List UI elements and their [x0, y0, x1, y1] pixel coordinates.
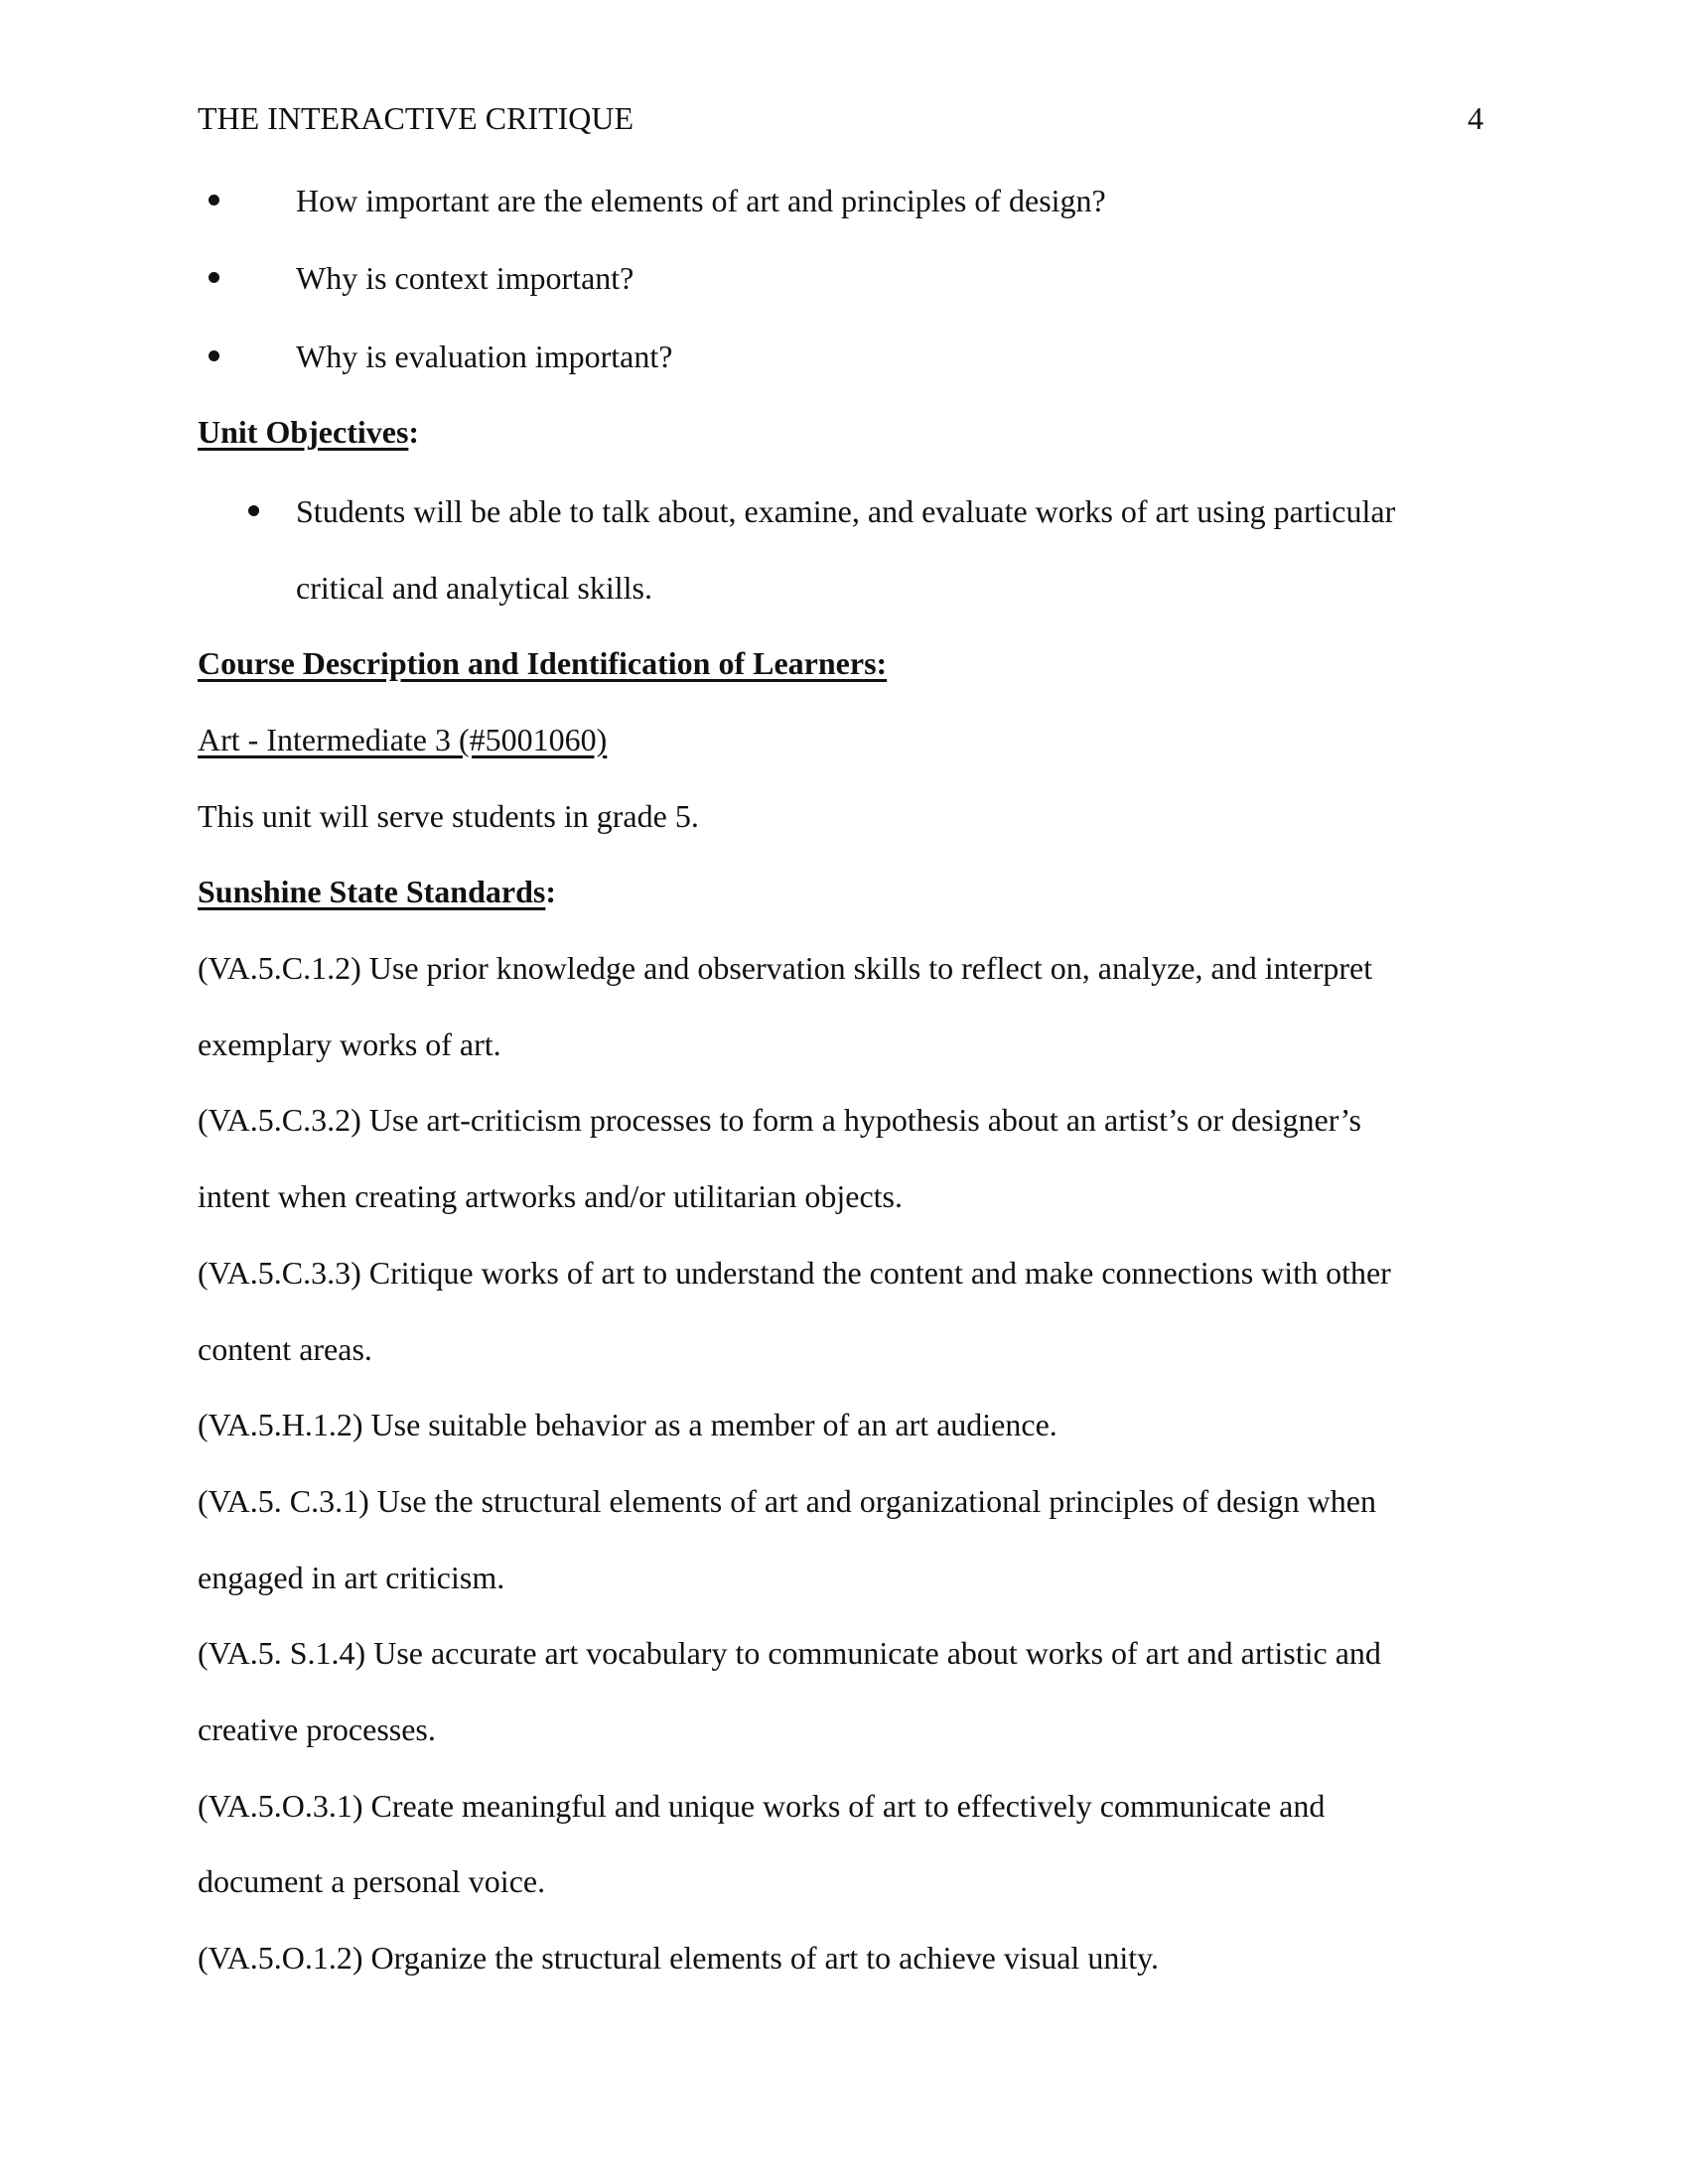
standard-line: (VA.5.C.3.2) Use art-criticism processes to form a hypothesis about an artist’s or designer’s: [198, 1102, 1361, 1138]
unit-objectives-heading: [198, 412, 419, 452]
objective-line-1: Students will be able to talk about, examine, and evaluate works of art using particular: [296, 493, 1396, 529]
standard-line: content areas.: [198, 1331, 372, 1367]
heading-colon: :: [408, 414, 420, 450]
running-head: THE INTERACTIVE CRITIQUE: [198, 100, 634, 136]
standard-line: (VA.5. S.1.4) Use accurate art vocabulary to communicate about works of art and artistic and: [198, 1635, 1381, 1671]
standard-line: (VA.5.O.3.1) Create meaningful and unique works of art to effectively communicate and: [198, 1788, 1326, 1824]
standard-line: intent when creating artworks and/or utilitarian objects.: [198, 1178, 903, 1214]
standards-heading: [198, 872, 556, 911]
standard-line: document a personal voice.: [198, 1863, 546, 1899]
course-name: Art - Intermediate 3 (#5001060): [198, 722, 608, 757]
bullet-icon: [209, 350, 219, 361]
standard-line: (VA.5.C.3.3) Critique works of art to understand the content and make connections with other: [198, 1255, 1391, 1291]
bullet-icon: [248, 505, 259, 516]
standard-line: (VA.5.O.1.2) Organize the structural elements of art to achieve visual unity.: [198, 1940, 1160, 1976]
course-description: This unit will serve students in grade 5.: [198, 798, 699, 834]
bullet-icon: [209, 195, 219, 205]
standard-line: (VA.5.H.1.2) Use suitable behavior as a member of an art audience.: [198, 1407, 1057, 1442]
course-heading: Course Description and Identification of Learners:: [198, 645, 888, 681]
page-number: 4: [1468, 100, 1483, 136]
bullet-icon: [209, 272, 219, 283]
standard-line: (VA.5. C.3.1) Use the structural elements of art and organizational principles of design when: [198, 1483, 1376, 1519]
question-item: Why is evaluation important?: [296, 339, 673, 374]
heading-colon: :: [545, 874, 556, 909]
standard-line: engaged in art criticism.: [198, 1560, 505, 1595]
standards-heading-text: Sunshine State Standards: [198, 874, 546, 909]
question-item: How important are the elements of art and principles of design?: [296, 183, 1106, 218]
objective-line-2: critical and analytical skills.: [296, 570, 652, 606]
question-item: Why is context important?: [296, 260, 634, 296]
standard-line: exemplary works of art.: [198, 1026, 501, 1062]
unit-objectives-heading-text: Unit Objectives: [198, 414, 409, 450]
standard-line: (VA.5.C.1.2) Use prior knowledge and observation skills to reflect on, analyze, and interpret: [198, 950, 1373, 986]
standard-line: creative processes.: [198, 1711, 436, 1747]
